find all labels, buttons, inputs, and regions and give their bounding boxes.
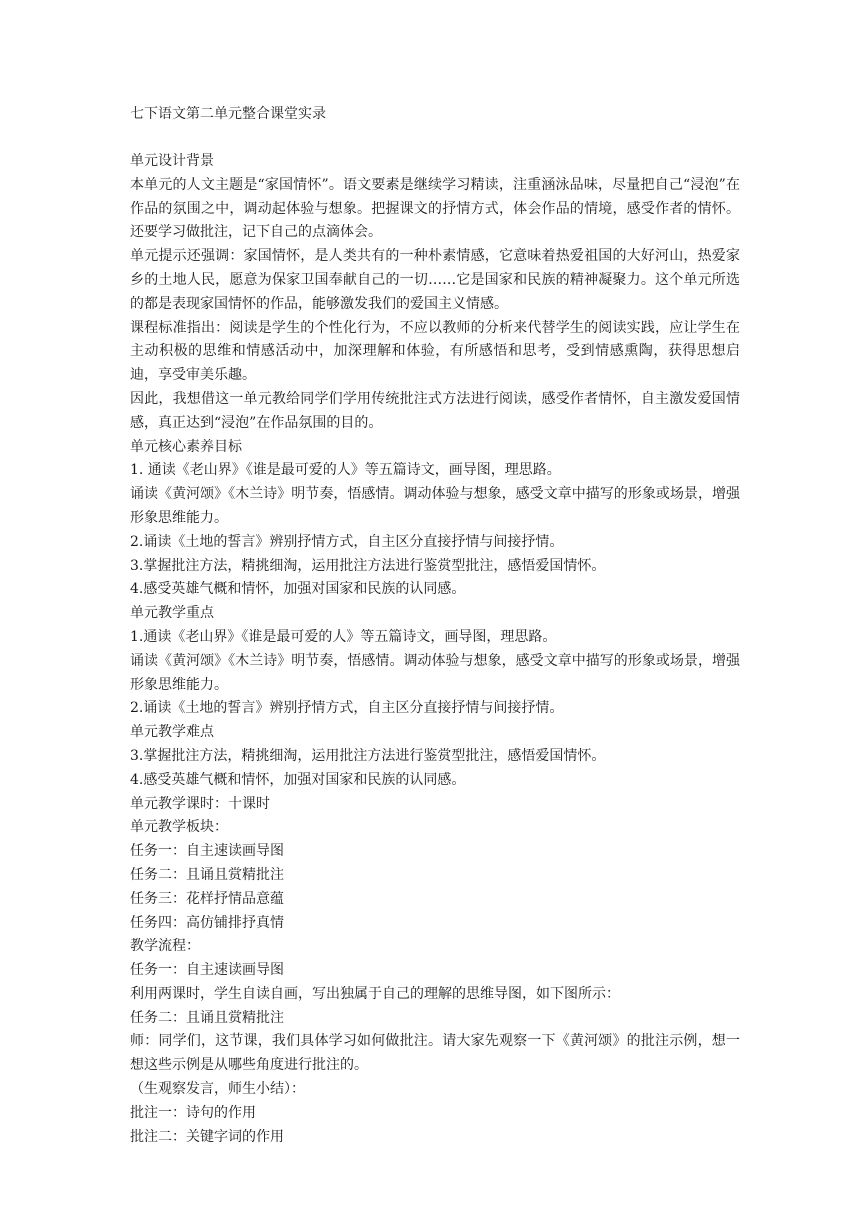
heading-design-background: 单元设计背景 (130, 153, 214, 169)
process-task-2-teacher: 师：同学们，这节课，我们具体学习如何做批注。请大家先观察一下《黄河颂》的批注示例，想一想这些示例是从哪些角度进行批注的。 (130, 1033, 740, 1074)
annotation-2: 批注二：关键字词的作用 (130, 1128, 284, 1145)
document-title: 七下语文第二单元整合课堂实录 (130, 106, 326, 122)
goal-item-1-detail: 诵读《黄河颂》《木兰诗》明节奏，悟感情。调动体验与想象，感受文章中描写的形象或场景，增强形象思维能力。 (130, 486, 740, 526)
heading-teaching-modules: 单元教学板块： (130, 819, 228, 836)
module-task-2: 任务二：且诵且赏精批注 (130, 866, 284, 883)
paragraph-unit-tip: 单元提示还强调：家国情怀，是人类共有的一种朴素情感，它意味着热爱祖国的大好河山，热爱家乡的土地人民，愿意为保家卫国奉献自己的一切……它是国家和民族的精神凝聚力。这个单元所选的都是表现家国情怀的作品，能够激发我们的爱国主义情感。 (130, 248, 740, 312)
paragraph-curriculum-standard: 课程标准指出：阅读是学生的个性化行为，不应以教师的分析来代替学生的阅读实践，应让学生在主动积极的思维和情感活动中，加深理解和体验，有所感悟和思考，受到情感熏陶，获得思想启迪，享受审美乐趣。 (130, 319, 740, 384)
process-task-2-heading: 任务二：且诵且赏精批注 (130, 1009, 284, 1026)
teaching-hours: 单元教学课时：十课时 (130, 795, 270, 812)
difficulty-item-4: 4.感受英雄气概和情怀，加强对国家和民族的认同感。 (130, 771, 466, 788)
module-task-1: 任务一：自主速读画导图 (130, 843, 284, 860)
goal-item-2: 2.诵读《土地的誓言》辨别抒情方式，自主区分直接抒情与间接抒情。 (130, 533, 564, 550)
title-spacer (130, 126, 740, 150)
paragraph-theme: 本单元的人文主题是“家国情怀”。语文要素是继续学习精读，注重涵泳品味，尽量把自己“浸泡”在作品的氛围之中，调动起体验与想象。把握课文的抒情方式，体会作品的情境，感受作者的情怀。还要学习做批注，记下自己的点滴体会。 (130, 176, 740, 241)
goal-item-1: 1. 通读《老山界》《谁是最可爱的人》等五篇诗文，画导图，理思路。 (130, 462, 561, 479)
module-task-4: 任务四：高仿铺排抒真情 (130, 914, 284, 931)
process-task-1-heading: 任务一：自主速读画导图 (130, 962, 284, 979)
process-task-1-text: 利用两课时，学生自读自画，写出独属于自己的理解的思维导图，如下图所示： (130, 985, 620, 1002)
annotation-1: 批注一：诗句的作用 (130, 1104, 256, 1121)
goal-item-3: 3.掌握批注方法，精挑细淘，运用批注方法进行鉴赏型批注，感悟爱国情怀。 (130, 557, 606, 574)
process-student-summary: （生观察发言，师生小结）： (130, 1081, 305, 1098)
module-task-3: 任务三：花样抒情品意蕴 (130, 890, 284, 907)
key-point-item-2: 2.诵读《土地的誓言》辨别抒情方式，自主区分直接抒情与间接抒情。 (130, 700, 564, 717)
heading-core-goals: 单元核心素养目标 (130, 438, 242, 455)
heading-key-points: 单元教学重点 (130, 605, 214, 622)
goal-item-4: 4.感受英雄气概和情怀，加强对国家和民族的认同感。 (130, 581, 466, 598)
document-page (130, 102, 740, 1149)
difficulty-item-3: 3.掌握批注方法，精挑细淘，运用批注方法进行鉴赏型批注，感悟爱国情怀。 (130, 747, 606, 764)
heading-difficulties: 单元教学难点 (130, 724, 214, 741)
paragraph-therefore: 因此，我想借这一单元教给同学们学用传统批注式方法进行阅读，感受作者情怀，自主激发爱国情感，真正达到“浸泡”在作品氛围的目的。 (130, 390, 740, 431)
key-point-item-1: 1.通读《老山界》《谁是最可爱的人》等五篇诗文，画导图，理思路。 (130, 628, 557, 645)
key-point-item-1-detail: 诵读《黄河颂》《木兰诗》明节奏，悟感情。调动体验与想象，感受文章中描写的形象或场景，增强形象思维能力。 (130, 652, 740, 693)
heading-teaching-process: 教学流程： (130, 938, 200, 955)
